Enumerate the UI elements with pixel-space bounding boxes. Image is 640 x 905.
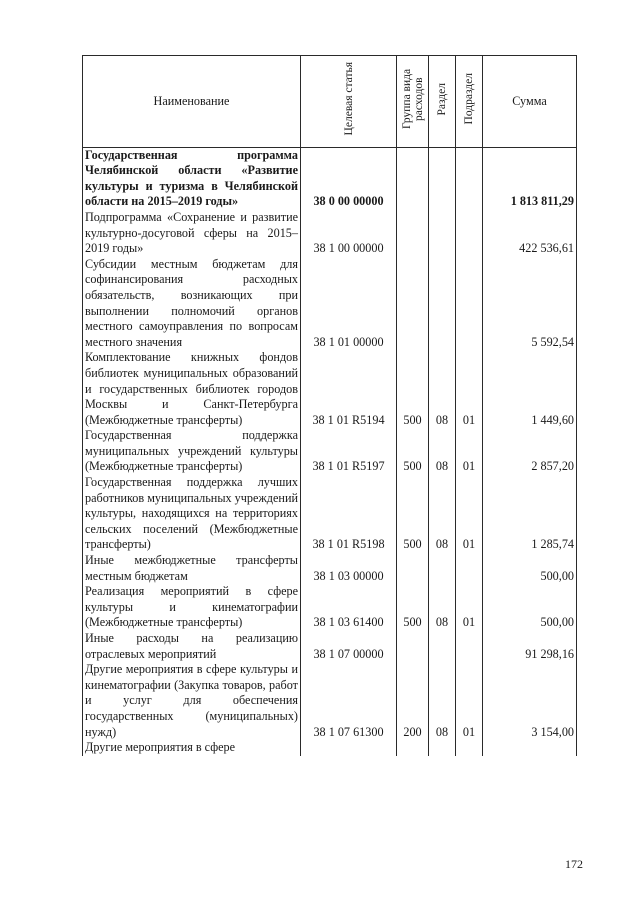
header-sum: Сумма — [483, 56, 577, 148]
row-sum-cell: 1 285,74 — [483, 475, 577, 553]
header-code-label: Целевая статья — [342, 62, 355, 136]
table-row — [83, 350, 577, 428]
row-name-cell: Иные расходы на реализацию отраслевых мероприятий — [83, 631, 301, 662]
table-body — [83, 147, 577, 756]
table-row — [83, 147, 577, 210]
row-subsection-cell — [456, 147, 483, 210]
table-row — [83, 631, 577, 662]
row-sum-cell: 2 857,20 — [483, 428, 577, 475]
row-name-cell: Субсидии местным бюджетам для софинансирования расходных обязательств, возникающих при выполнении полномочий органов местного самоуправления по вопросам местного значения — [83, 257, 301, 351]
table-row — [83, 475, 577, 553]
row-group-cell: 200 — [397, 662, 429, 740]
row-name-cell: Государственная поддержка муниципальных учреждений культуры (Межбюджетные трансферты) — [83, 428, 301, 475]
row-code-cell: 38 1 01 00000 — [301, 257, 397, 351]
row-section-cell — [429, 210, 456, 257]
row-section-cell: 08 — [429, 350, 456, 428]
budget-table — [82, 55, 577, 756]
header-code — [301, 56, 397, 148]
row-name-cell: Другие мероприятия в сфере — [83, 740, 301, 756]
row-section-cell: 08 — [429, 475, 456, 553]
table-header — [83, 56, 577, 148]
row-subsection-cell — [456, 740, 483, 756]
header-group-label: Группа вида расходов — [400, 68, 425, 130]
row-name-cell: Другие мероприятия в сфере культуры и кинематографии (Закупка товаров, работ и услуг для обеспечения государственных (муниципальных) нужд) — [83, 662, 301, 740]
row-section-cell — [429, 631, 456, 662]
row-group-cell: 500 — [397, 475, 429, 553]
row-group-cell — [397, 147, 429, 210]
row-code-cell: 38 1 03 61400 — [301, 584, 397, 631]
row-group-cell — [397, 740, 429, 756]
row-group-cell — [397, 553, 429, 584]
header-row — [83, 56, 577, 148]
row-section-cell: 08 — [429, 662, 456, 740]
header-subsection — [456, 56, 483, 148]
row-group-cell: 500 — [397, 428, 429, 475]
row-sum-cell: 91 298,16 — [483, 631, 577, 662]
row-code-cell: 38 1 01 R5194 — [301, 350, 397, 428]
table-row — [83, 257, 577, 351]
row-group-cell: 500 — [397, 350, 429, 428]
row-code-cell — [301, 740, 397, 756]
row-sum-cell: 1 813 811,29 — [483, 147, 577, 210]
row-name-cell: Подпрограмма «Сохранение и развитие культурно-досуговой сферы на 2015–2019 годы» — [83, 210, 301, 257]
row-section-cell — [429, 257, 456, 351]
row-subsection-cell — [456, 257, 483, 351]
row-sum-cell: 5 592,54 — [483, 257, 577, 351]
header-name: Наименование — [83, 56, 301, 148]
row-subsection-cell: 01 — [456, 662, 483, 740]
page-number: 172 — [565, 857, 583, 871]
header-subsection-label: Подраздел — [463, 73, 475, 125]
row-group-cell — [397, 210, 429, 257]
row-code-cell: 38 1 07 61300 — [301, 662, 397, 740]
row-code-cell: 38 1 00 00000 — [301, 210, 397, 257]
row-name-cell: Государственная поддержка лучших работников муниципальных учреждений культуры, находящихся на территориях сельских поселений (Межбюджетные трансферты) — [83, 475, 301, 553]
row-group-cell: 500 — [397, 584, 429, 631]
header-group — [397, 56, 429, 148]
row-subsection-cell: 01 — [456, 584, 483, 631]
row-code-cell: 38 1 03 00000 — [301, 553, 397, 584]
table-row — [83, 553, 577, 584]
row-name-cell: Комплектование книжных фондов библиотек муниципальных образований и государственных библиотек городов Москвы и Санкт-Петербурга (Межбюджетные трансферты) — [83, 350, 301, 428]
row-section-cell — [429, 553, 456, 584]
row-section-cell: 08 — [429, 584, 456, 631]
row-name-cell: Иные межбюджетные трансферты местным бюджетам — [83, 553, 301, 584]
row-name-cell: Реализация мероприятий в сфере культуры и кинематографии (Межбюджетные трансферты) — [83, 584, 301, 631]
row-group-cell — [397, 257, 429, 351]
row-code-cell: 38 1 01 R5198 — [301, 475, 397, 553]
row-subsection-cell: 01 — [456, 350, 483, 428]
row-subsection-cell — [456, 631, 483, 662]
row-sum-cell: 3 154,00 — [483, 662, 577, 740]
table-row — [83, 662, 577, 740]
row-group-cell — [397, 631, 429, 662]
row-section-cell: 08 — [429, 428, 456, 475]
row-sum-cell: 500,00 — [483, 553, 577, 584]
row-section-cell — [429, 147, 456, 210]
table-row — [83, 740, 577, 756]
row-sum-cell: 422 536,61 — [483, 210, 577, 257]
row-sum-cell: 500,00 — [483, 584, 577, 631]
row-subsection-cell — [456, 210, 483, 257]
table-row — [83, 210, 577, 257]
row-sum-cell: 1 449,60 — [483, 350, 577, 428]
row-section-cell — [429, 740, 456, 756]
row-subsection-cell: 01 — [456, 475, 483, 553]
table-row — [83, 584, 577, 631]
row-subsection-cell — [456, 553, 483, 584]
row-sum-cell — [483, 740, 577, 756]
header-section-label: Раздел — [436, 82, 448, 116]
row-code-cell: 38 1 01 R5197 — [301, 428, 397, 475]
row-subsection-cell: 01 — [456, 428, 483, 475]
table-row — [83, 428, 577, 475]
row-code-cell: 38 1 07 00000 — [301, 631, 397, 662]
row-code-cell: 38 0 00 00000 — [301, 147, 397, 210]
row-name-cell: Государственная программа Челябинской области «Развитие культуры и туризма в Челябинской области на 2015–2019 годы» — [83, 147, 301, 210]
header-section — [429, 56, 456, 148]
